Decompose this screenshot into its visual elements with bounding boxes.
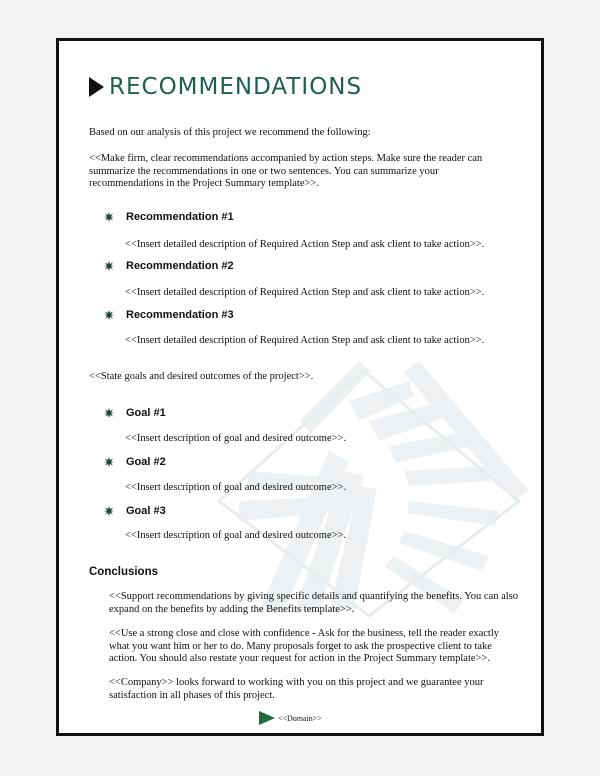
recommendation-label: Recommendation #2 — [126, 260, 234, 272]
conclusions-paragraph: <<Company>> looks forward to working with you on this project and we guarantee your satisfaction in all phases of this project. — [109, 677, 484, 701]
starburst-bullet-icon — [104, 212, 114, 222]
goal-label: Goal #3 — [126, 505, 166, 517]
goal-item — [104, 456, 166, 468]
recommendation-label: Recommendation #3 — [126, 309, 234, 321]
intro-text: Based on our analysis of this project we recommend the following: — [89, 127, 371, 138]
document-page — [56, 38, 544, 736]
recommendation-item — [104, 211, 234, 223]
conclusions-paragraph: <<Use a strong close and close with confidence - Ask for the business, tell the reader exactly what you want him or her to do. Many proposals forget to ask the prospective client to take action. You should also restate your request for action in the Project Summary template>>. — [109, 628, 500, 664]
goals-intro-text: <<State goals and desired outcomes of the project>>. — [89, 371, 314, 382]
conclusions-paragraph: <<Support recommendations by giving specific details and quantifying the benefits. You can also expand on the benefits by adding the Benefits template>>. — [109, 591, 519, 615]
footer-arrow-icon — [259, 711, 275, 725]
footer-domain: <<Domain>> — [278, 713, 322, 723]
page-footer — [259, 711, 322, 725]
starburst-bullet-icon — [104, 457, 114, 467]
goal-label: Goal #2 — [126, 456, 166, 468]
recommendation-label: Recommendation #1 — [126, 211, 234, 223]
goal-description: <<Insert description of goal and desired outcome>>. — [125, 482, 347, 493]
goal-label: Goal #1 — [126, 407, 166, 419]
recommendation-item — [104, 260, 234, 272]
starburst-bullet-icon — [104, 261, 114, 271]
recommendation-description: <<Insert detailed description of Required Action Step and ask client to take action>>. — [125, 287, 485, 298]
recommendation-item — [104, 309, 234, 321]
goal-description: <<Insert description of goal and desired outcome>>. — [125, 530, 347, 541]
goal-item — [104, 505, 166, 517]
starburst-bullet-icon — [104, 310, 114, 320]
starburst-bullet-icon — [104, 408, 114, 418]
recommendation-description: <<Insert detailed description of Required Action Step and ask client to take action>>. — [125, 335, 485, 346]
conclusions-heading: Conclusions — [89, 566, 159, 578]
goal-description: <<Insert description of goal and desired outcome>>. — [125, 433, 347, 444]
page-header — [89, 74, 362, 100]
starburst-bullet-icon — [104, 506, 114, 516]
title-arrow-icon — [89, 77, 104, 97]
page-title: RECOMMENDATIONS — [109, 74, 363, 100]
recommendation-description: <<Insert detailed description of Required Action Step and ask client to take action>>. — [125, 239, 485, 250]
goal-item — [104, 407, 166, 419]
recommendations-instructions: <<Make firm, clear recommendations accompanied by action steps. Make sure the reader can summarize the recommendations in one or two sentences. You can summarize your recommendations in the Project Summary template>>. — [89, 153, 483, 189]
